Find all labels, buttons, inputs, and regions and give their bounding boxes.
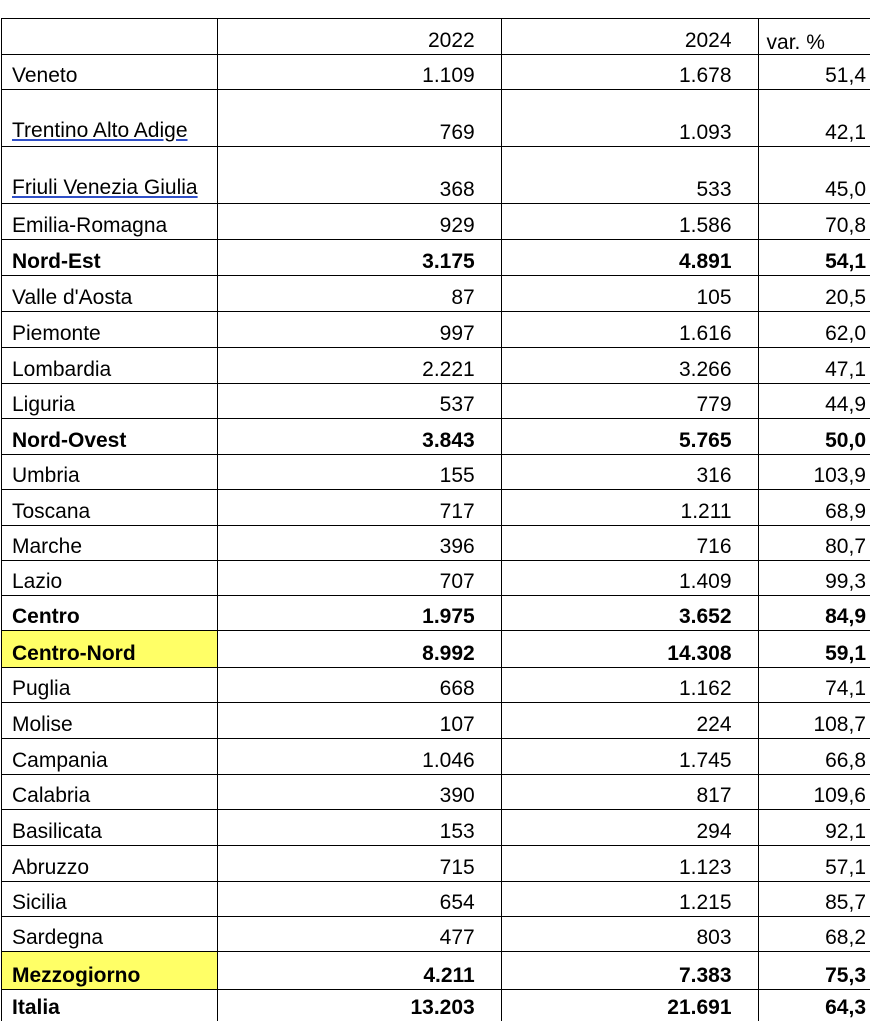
- variation-cell: 44,9: [758, 384, 870, 419]
- table-row: [2, 990, 870, 1021]
- variation-cell: 92,1: [758, 810, 870, 846]
- table-row: [2, 384, 870, 419]
- value-2024-cell: 1.162: [501, 668, 758, 703]
- table-row: [2, 90, 870, 147]
- value-2024-cell: 224: [501, 703, 758, 739]
- value-2024-cell: 1.215: [501, 882, 758, 917]
- value-2024-cell: 716: [501, 526, 758, 561]
- region-name-cell: Centro: [2, 596, 218, 631]
- table-row: [2, 668, 870, 703]
- value-2024-cell: 803: [501, 917, 758, 952]
- table-row: [2, 204, 870, 240]
- variation-cell: 109,6: [758, 775, 870, 810]
- value-2022-cell: 107: [217, 703, 501, 739]
- variation-cell: 64,3: [758, 990, 870, 1021]
- variation-cell: 68,2: [758, 917, 870, 952]
- region-name-cell: Valle d'Aosta: [2, 276, 218, 312]
- value-2024-cell: 105: [501, 276, 758, 312]
- table-row: [2, 561, 870, 596]
- table-row: [2, 631, 870, 668]
- variation-cell: 66,8: [758, 739, 870, 775]
- region-name-cell: Nord-Est: [2, 240, 218, 276]
- region-name-cell: Liguria: [2, 384, 218, 419]
- regional-data-table: [1, 18, 870, 1021]
- table-row: [2, 490, 870, 526]
- region-name-cell: Umbria: [2, 455, 218, 490]
- region-name-cell: Italia: [2, 990, 218, 1021]
- table-row: [2, 55, 870, 90]
- table-row: [2, 882, 870, 917]
- region-name-cell: Lombardia: [2, 348, 218, 384]
- region-name-cell: [2, 90, 218, 147]
- value-2024-cell: 294: [501, 810, 758, 846]
- table-row: [2, 348, 870, 384]
- value-2024-cell: 1.093: [501, 90, 758, 147]
- region-name-cell: Basilicata: [2, 810, 218, 846]
- table-row: [2, 455, 870, 490]
- variation-cell: 51,4: [758, 55, 870, 90]
- variation-cell: 84,9: [758, 596, 870, 631]
- table-row: [2, 775, 870, 810]
- variation-cell: 68,9: [758, 490, 870, 526]
- region-name-cell: Campania: [2, 739, 218, 775]
- region-name-cell: Nord-Ovest: [2, 419, 218, 455]
- value-2024-cell: 1.123: [501, 846, 758, 882]
- value-2024-cell: 779: [501, 384, 758, 419]
- value-2022-cell: 396: [217, 526, 501, 561]
- value-2022-cell: 929: [217, 204, 501, 240]
- value-2024-cell: 1.678: [501, 55, 758, 90]
- variation-cell: 42,1: [758, 90, 870, 147]
- value-2022-cell: 13.203: [217, 990, 501, 1021]
- header-cell-2022: 2022: [217, 19, 501, 55]
- value-2024-cell: 817: [501, 775, 758, 810]
- table-row: [2, 419, 870, 455]
- value-2022-cell: 1.109: [217, 55, 501, 90]
- table-body: [2, 55, 870, 1021]
- region-name-cell: Molise: [2, 703, 218, 739]
- header-cell-region: [2, 19, 218, 55]
- variation-cell: 74,1: [758, 668, 870, 703]
- value-2022-cell: 368: [217, 147, 501, 204]
- value-2022-cell: 87: [217, 276, 501, 312]
- variation-cell: 85,7: [758, 882, 870, 917]
- table-row: [2, 276, 870, 312]
- region-name-cell: Marche: [2, 526, 218, 561]
- variation-cell: 70,8: [758, 204, 870, 240]
- value-2022-cell: 654: [217, 882, 501, 917]
- variation-cell: 103,9: [758, 455, 870, 490]
- value-2024-cell: 316: [501, 455, 758, 490]
- variation-cell: 47,1: [758, 348, 870, 384]
- value-2024-cell: 1.745: [501, 739, 758, 775]
- value-2022-cell: 997: [217, 312, 501, 348]
- variation-cell: 108,7: [758, 703, 870, 739]
- value-2022-cell: 153: [217, 810, 501, 846]
- table-row: [2, 596, 870, 631]
- value-2022-cell: 537: [217, 384, 501, 419]
- variation-cell: 75,3: [758, 952, 870, 990]
- value-2022-cell: 4.211: [217, 952, 501, 990]
- value-2024-cell: 1.211: [501, 490, 758, 526]
- header-cell-variation: var. %: [758, 19, 870, 55]
- variation-cell: 50,0: [758, 419, 870, 455]
- region-name-text: Trentino Alto Adige: [12, 119, 188, 142]
- variation-cell: 62,0: [758, 312, 870, 348]
- value-2022-cell: 477: [217, 917, 501, 952]
- variation-cell: 57,1: [758, 846, 870, 882]
- region-name-cell: Lazio: [2, 561, 218, 596]
- region-name-cell: Puglia: [2, 668, 218, 703]
- table-row: [2, 312, 870, 348]
- table-row: [2, 952, 870, 990]
- value-2024-cell: 7.383: [501, 952, 758, 990]
- value-2024-cell: 3.266: [501, 348, 758, 384]
- table-row: [2, 147, 870, 204]
- region-name-cell: Mezzogiorno: [2, 952, 218, 990]
- value-2022-cell: 2.221: [217, 348, 501, 384]
- variation-cell: 99,3: [758, 561, 870, 596]
- region-name-text: Friuli Venezia Giulia: [12, 176, 198, 199]
- value-2024-cell: 1.586: [501, 204, 758, 240]
- region-name-cell: [2, 147, 218, 204]
- value-2024-cell: 3.652: [501, 596, 758, 631]
- table-row: [2, 240, 870, 276]
- header-cell-2024: 2024: [501, 19, 758, 55]
- value-2022-cell: 390: [217, 775, 501, 810]
- table-row: [2, 703, 870, 739]
- value-2024-cell: 21.691: [501, 990, 758, 1021]
- region-name-cell: Sicilia: [2, 882, 218, 917]
- variation-cell: 20,5: [758, 276, 870, 312]
- value-2022-cell: 8.992: [217, 631, 501, 668]
- region-name-cell: Calabria: [2, 775, 218, 810]
- value-2024-cell: 533: [501, 147, 758, 204]
- value-2022-cell: 155: [217, 455, 501, 490]
- variation-cell: 54,1: [758, 240, 870, 276]
- value-2022-cell: 715: [217, 846, 501, 882]
- region-name-cell: Abruzzo: [2, 846, 218, 882]
- value-2022-cell: 1.975: [217, 596, 501, 631]
- table-row: [2, 810, 870, 846]
- table-header: [2, 19, 870, 55]
- variation-cell: 45,0: [758, 147, 870, 204]
- value-2022-cell: 3.175: [217, 240, 501, 276]
- table-row: [2, 739, 870, 775]
- value-2024-cell: 1.616: [501, 312, 758, 348]
- value-2022-cell: 668: [217, 668, 501, 703]
- value-2024-cell: 14.308: [501, 631, 758, 668]
- table-row: [2, 846, 870, 882]
- region-name-cell: Piemonte: [2, 312, 218, 348]
- header-row: [2, 19, 870, 55]
- region-name-cell: Veneto: [2, 55, 218, 90]
- value-2024-cell: 4.891: [501, 240, 758, 276]
- variation-cell: 80,7: [758, 526, 870, 561]
- table-row: [2, 526, 870, 561]
- region-name-cell: Toscana: [2, 490, 218, 526]
- value-2022-cell: 1.046: [217, 739, 501, 775]
- variation-cell: 59,1: [758, 631, 870, 668]
- region-name-cell: Emilia-Romagna: [2, 204, 218, 240]
- value-2022-cell: 707: [217, 561, 501, 596]
- value-2022-cell: 717: [217, 490, 501, 526]
- region-name-cell: Sardegna: [2, 917, 218, 952]
- value-2024-cell: 1.409: [501, 561, 758, 596]
- table-row: [2, 917, 870, 952]
- value-2024-cell: 5.765: [501, 419, 758, 455]
- region-name-cell: Centro-Nord: [2, 631, 218, 668]
- value-2022-cell: 3.843: [217, 419, 501, 455]
- value-2022-cell: 769: [217, 90, 501, 147]
